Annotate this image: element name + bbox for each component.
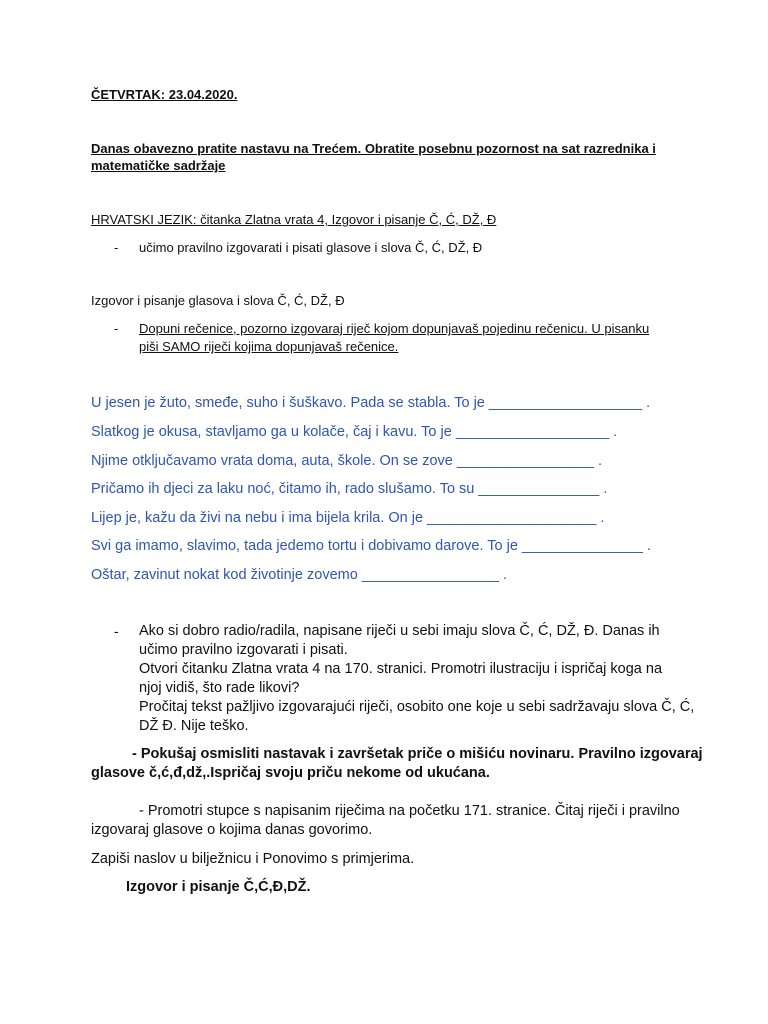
exercise-sentence: Svi ga imamo, slavimo, tada jedemo tortu i dobivamo darove. To je _______________ . [91,538,651,554]
exercise-sentence: Lijep je, kažu da živi na nebu i ima bijela krila. On je _____________________ . [91,510,605,526]
exercise-sentence: Pričamo ih djeci za laku noć, čitamo ih, rado slušamo. To su _______________ . [91,481,608,497]
bullet-dash: - [114,240,119,255]
story-task-line-2: glasove č,ć,đ,dž,.Ispričaj svoju priču nekome od ukućana. [91,765,490,781]
bullet-dash: - [114,321,119,336]
columns-task-line-1: - Promotri stupce s napisanim riječima na početku 171. stranice. Čitaj riječi i pravilno [139,803,680,819]
exercise-sentence: Slatkog je okusa, stavljamo ga u kolače, čaj i kavu. To je ___________________ . [91,424,618,440]
subject-title: HRVATSKI JEZIK: čitanka Zlatna vrata 4, Izgovor i pisanje Č, Ć, DŽ, Đ [91,212,497,227]
task-line-1: Dopuni rečenice, pozorno izgovaraj riječ kojom dopunjavaš pojedinu rečenicu. U pisanku [139,321,650,336]
story-task-line-1: - Pokušaj osmisliti nastavak i završetak priče o mišiću novinaru. Pravilno izgovaraj [132,746,703,762]
reading-line: Ako si dobro radio/radila, napisane riječi u sebi imaju slova Č, Ć, DŽ, Đ. Danas ih [139,623,660,639]
exercise-sentence: Oštar, zavinut nokat kod životinje zovemo _________________ . [91,567,507,583]
date-heading: ČETVRTAK: 23.04.2020. [91,87,238,102]
columns-task-line-2: izgovaraj glasove o kojima danas govorimo. [91,822,373,838]
reading-line: DŽ Đ. Nije teško. [139,718,249,734]
reading-line: njoj vidiš, što rade likovi? [139,680,300,696]
notebook-heading: Izgovor i pisanje Č,Ć,Đ,DŽ. [126,879,311,895]
exercise-sentence: Njime otključavamo vrata doma, auta, škole. On se zove _________________ . [91,453,603,469]
task-line-2: piši SAMO riječi kojima dopunjavaš rečenice. [139,339,399,354]
section-title: Izgovor i pisanje glasova i slova Č, Ć, DŽ, Đ [91,293,345,308]
reading-line: učimo pravilno izgovarati i pisati. [139,642,348,658]
notebook-instruction: Zapiši naslov u bilježnicu i Ponovimo s primjerima. [91,851,415,867]
subject-bullet: učimo pravilno izgovarati i pisati glasove i slova Č, Ć, DŽ, Đ [139,240,483,255]
reading-line: Otvori čitanku Zlatna vrata 4 na 170. stranici. Promotri ilustraciju i ispričaj koga na [139,661,663,677]
intro-line-2: matematičke sadržaje [91,158,226,173]
bullet-dash: - [114,623,119,639]
intro-line-1: Danas obavezno pratite nastavu na Trećem. Obratite posebnu pozornost na sat razrednika i [91,141,656,156]
reading-instructions [139,622,694,736]
reading-line: Pročitaj tekst pažljivo izgovarajući riječi, osobito one koje u sebi sadržavaju slova Č, Ć, [139,699,695,715]
exercise-sentence: U jesen je žuto, smeđe, suho i šuškavo. Pada se stabla. To je ___________________ . [91,395,651,411]
